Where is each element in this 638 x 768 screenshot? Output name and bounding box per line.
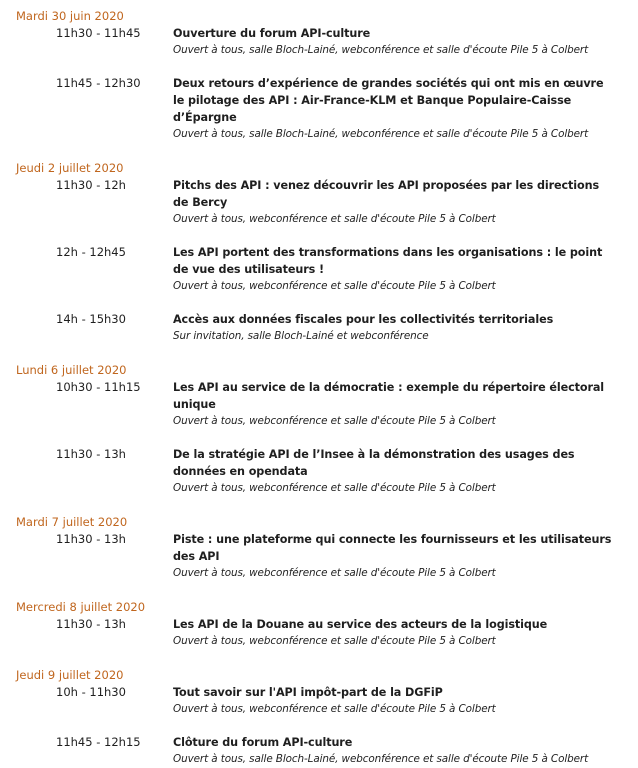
session-info: Ouvert à tous, webconférence et salle d'écoute Pile 5 à Colbert xyxy=(173,482,496,494)
session-body xyxy=(173,311,618,345)
session-time: 11h30 - 13h xyxy=(56,617,126,631)
session-info: Ouvert à tous, webconférence et salle d'écoute Pile 5 à Colbert xyxy=(173,567,496,579)
session-time: 11h30 - 11h45 xyxy=(56,26,141,40)
session-info: Ouvert à tous, salle Bloch-Lainé, webconférence et salle d'écoute Pile 5 à Colbert xyxy=(173,44,589,56)
session-title: Tout savoir sur l'API impôt-part de la DGFiP xyxy=(173,686,443,699)
session-body xyxy=(173,379,618,430)
session-row xyxy=(0,616,638,650)
day-section xyxy=(0,362,638,497)
session-time: 10h - 11h30 xyxy=(56,685,126,699)
session-row xyxy=(0,177,638,228)
session-body xyxy=(173,616,618,650)
session-time: 10h30 - 11h15 xyxy=(56,380,141,394)
session-title: Deux retours d’expérience de grandes sociétés qui ont mis en œuvre le pilotage des API : Air-France-KLM et Banque Populaire-Caisse d’Épargne xyxy=(173,77,604,124)
session-title: De la stratégie API de l’Insee à la démonstration des usages des données en opendata xyxy=(173,448,575,478)
day-section xyxy=(0,514,638,582)
day-date: Mardi 7 juillet 2020 xyxy=(16,515,128,529)
session-title: Clôture du forum API-culture xyxy=(173,736,353,749)
day-date: Mercredi 8 juillet 2020 xyxy=(16,600,146,614)
session-row xyxy=(0,379,638,430)
session-row xyxy=(0,734,638,768)
day-section xyxy=(0,160,638,345)
day-date: Mardi 30 juin 2020 xyxy=(16,9,124,23)
session-info: Ouvert à tous, salle Bloch-Lainé, webconférence et salle d'écoute Pile 5 à Colbert xyxy=(173,753,589,765)
session-title: Ouverture du forum API-culture xyxy=(173,27,371,40)
event-schedule xyxy=(0,8,638,768)
session-row xyxy=(0,531,638,582)
session-body xyxy=(173,531,618,582)
day-date: Jeudi 2 juillet 2020 xyxy=(16,161,124,175)
session-row xyxy=(0,446,638,497)
day-date: Lundi 6 juillet 2020 xyxy=(16,363,127,377)
session-info: Ouvert à tous, webconférence et salle d'écoute Pile 5 à Colbert xyxy=(173,415,496,427)
session-info: Sur invitation, salle Bloch-Lainé et webconférence xyxy=(173,330,429,342)
session-info: Ouvert à tous, webconférence et salle d'écoute Pile 5 à Colbert xyxy=(173,213,496,225)
day-section xyxy=(0,599,638,650)
session-row xyxy=(0,684,638,718)
session-time: 11h45 - 12h15 xyxy=(56,735,141,749)
session-info: Ouvert à tous, webconférence et salle d'écoute Pile 5 à Colbert xyxy=(173,703,496,715)
session-body xyxy=(173,446,618,497)
session-info: Ouvert à tous, salle Bloch-Lainé, webconférence et salle d'écoute Pile 5 à Colbert xyxy=(173,128,589,140)
session-info: Ouvert à tous, webconférence et salle d'écoute Pile 5 à Colbert xyxy=(173,280,496,292)
session-title: Les API au service de la démocratie : exemple du répertoire électoral unique xyxy=(173,381,605,411)
session-title: Les API portent des transformations dans les organisations : le point de vue des utilisateurs ! xyxy=(173,246,603,276)
session-time: 11h45 - 12h30 xyxy=(56,76,141,90)
session-title: Piste : une plateforme qui connecte les fournisseurs et les utilisateurs des API xyxy=(173,533,612,563)
session-row xyxy=(0,25,638,59)
session-title: Les API de la Douane au service des acteurs de la logistique xyxy=(173,618,548,631)
session-body xyxy=(173,177,618,228)
session-body xyxy=(173,244,618,295)
session-time: 14h - 15h30 xyxy=(56,312,126,326)
day-date: Jeudi 9 juillet 2020 xyxy=(16,668,124,682)
session-body xyxy=(173,684,618,718)
session-body xyxy=(173,734,618,768)
session-time: 11h30 - 13h xyxy=(56,447,126,461)
day-section xyxy=(0,8,638,143)
session-info: Ouvert à tous, webconférence et salle d'écoute Pile 5 à Colbert xyxy=(173,635,496,647)
session-title: Pitchs des API : venez découvrir les API proposées par les directions de Bercy xyxy=(173,179,600,209)
session-title: Accès aux données fiscales pour les collectivités territoriales xyxy=(173,313,554,326)
session-body xyxy=(173,25,618,59)
session-time: 11h30 - 12h xyxy=(56,178,126,192)
session-row xyxy=(0,75,638,143)
session-time: 12h - 12h45 xyxy=(56,245,126,259)
session-row xyxy=(0,311,638,345)
session-time: 11h30 - 13h xyxy=(56,532,126,546)
session-body xyxy=(173,75,618,143)
session-row xyxy=(0,244,638,295)
